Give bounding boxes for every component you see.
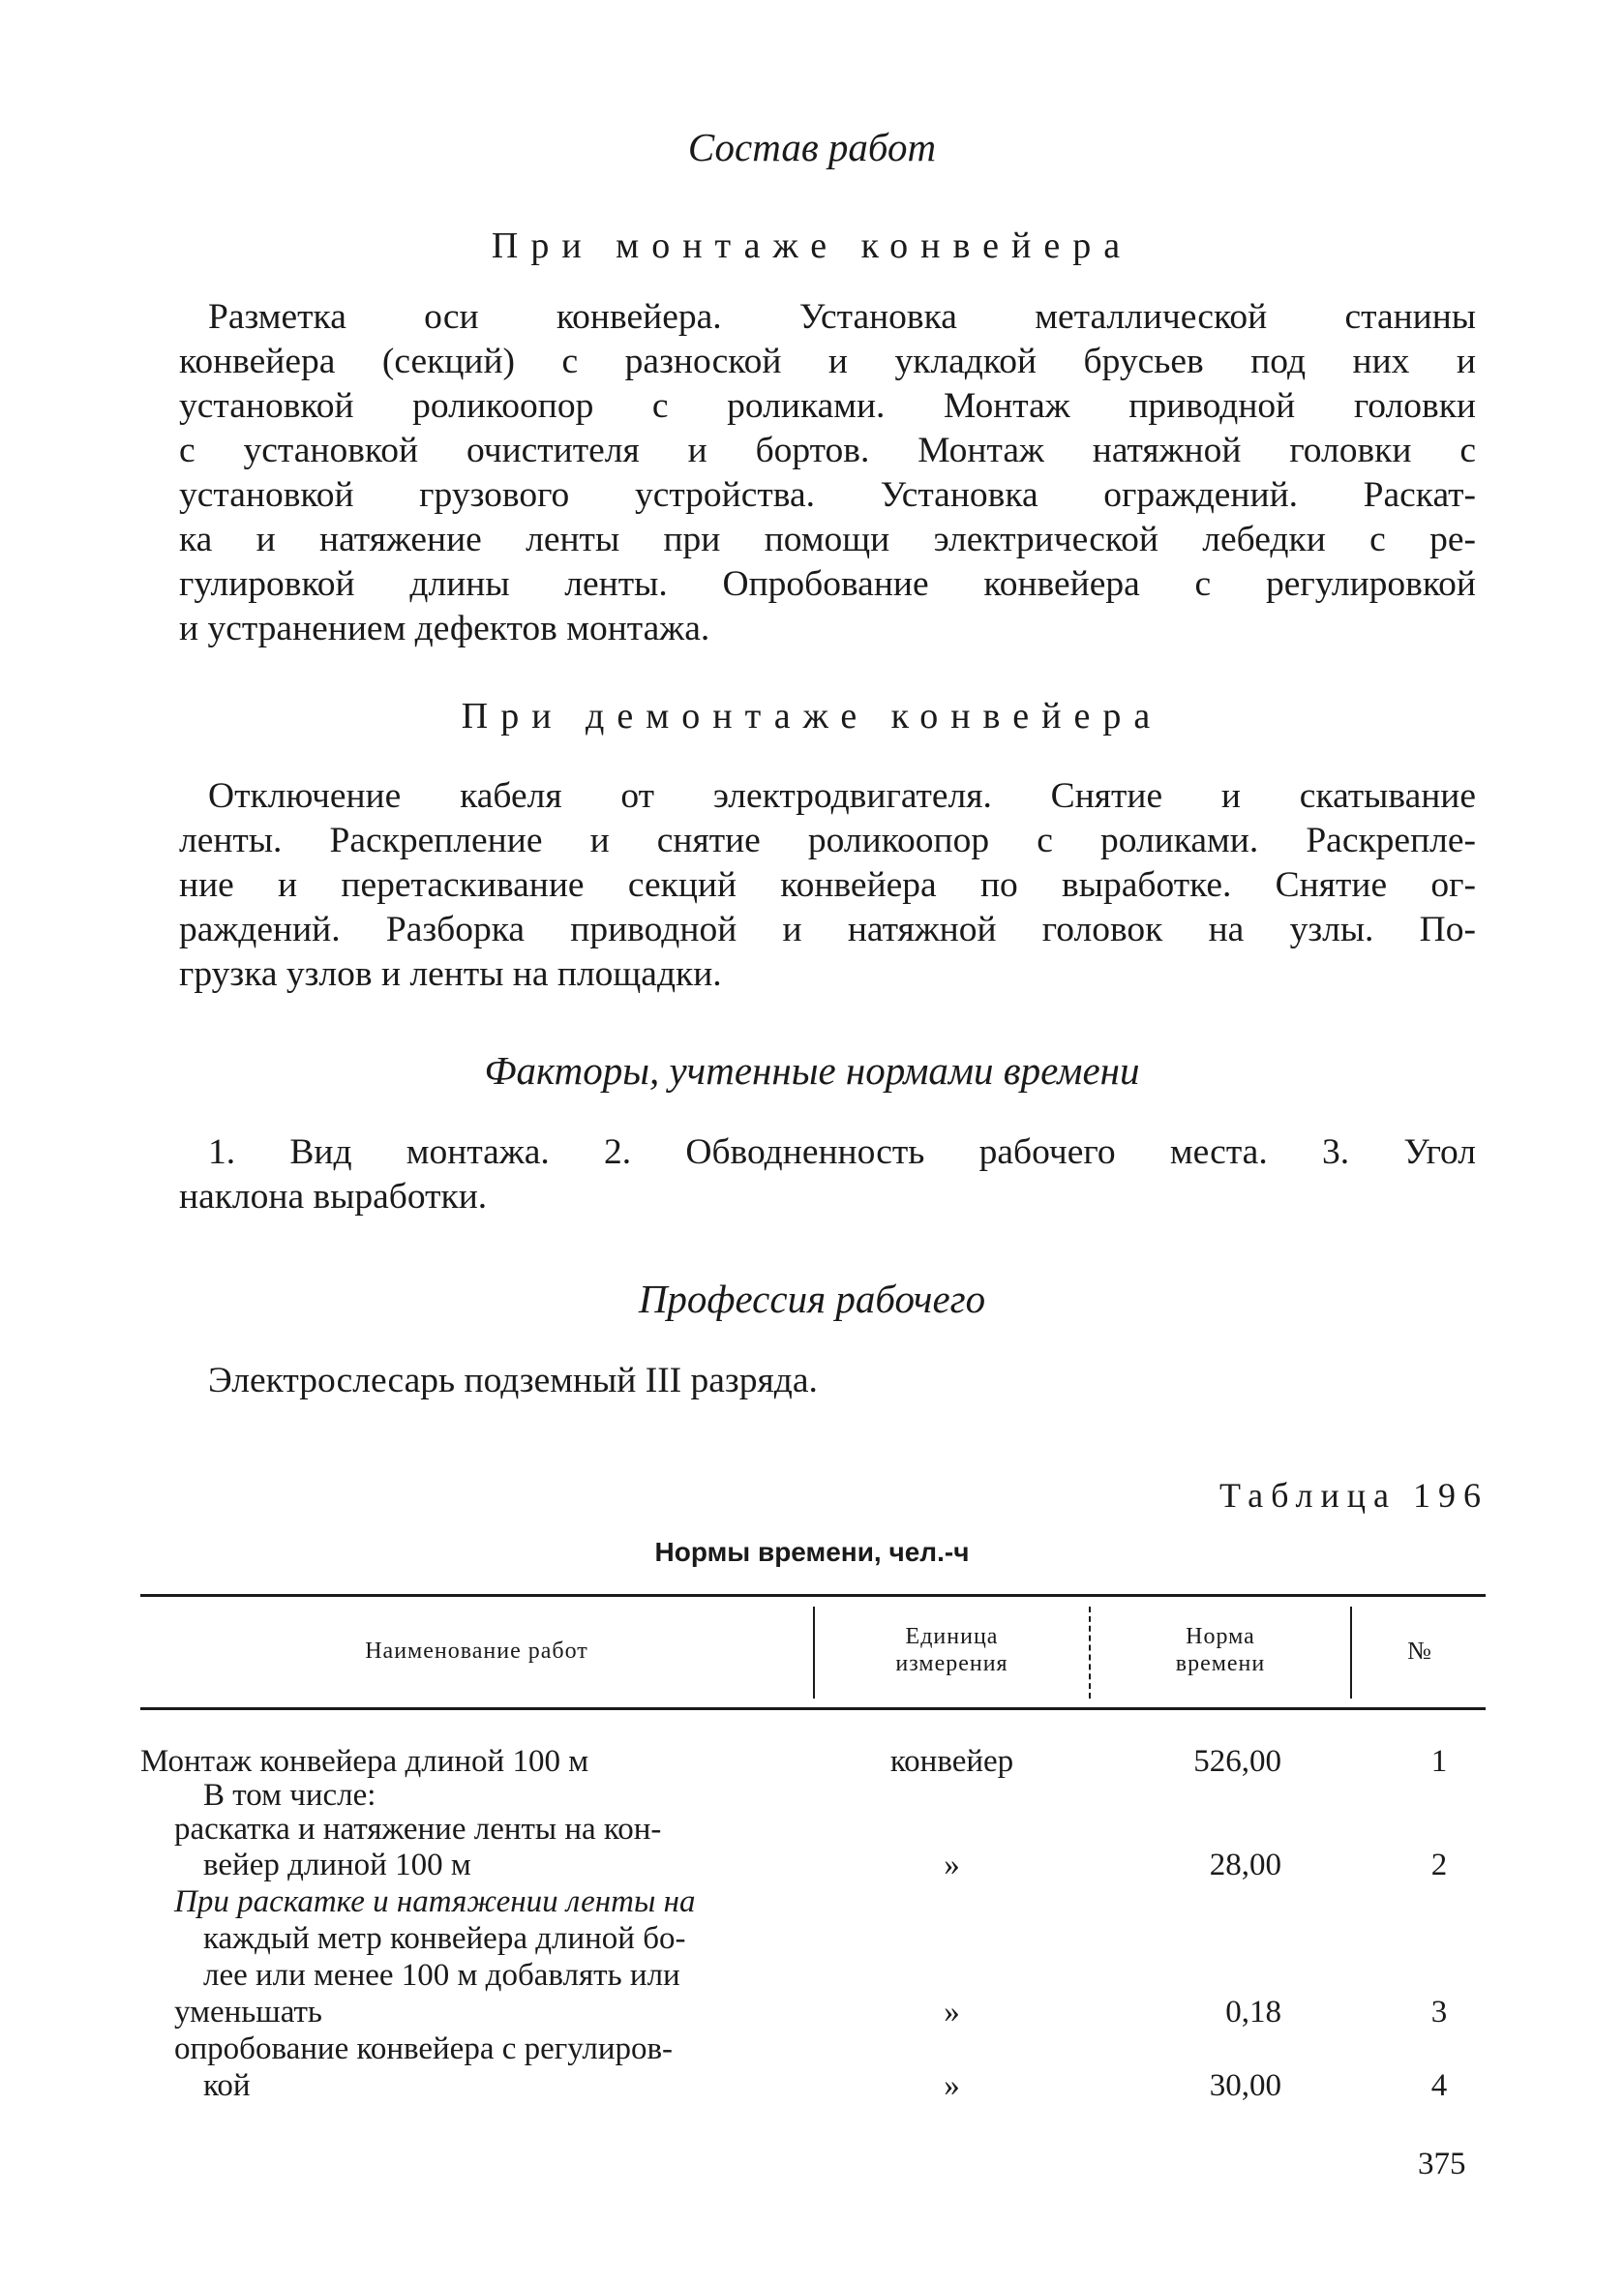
mounting-line: и устранением дефектов монтажа. xyxy=(179,609,710,648)
dismounting-paragraph xyxy=(179,774,1476,997)
table-title: Нормы времени, чел.-ч xyxy=(654,1537,970,1567)
column-header-number: № xyxy=(1407,1637,1432,1665)
table-row-name: Монтаж конвейера длиной 100 м xyxy=(140,1744,589,1779)
table-header-rule xyxy=(140,1707,1486,1710)
table-row-norm: 0,18 xyxy=(1225,1995,1281,2030)
table-row-name-line: уменьшать xyxy=(174,1995,322,2030)
mounting-line: ка и натяжение ленты при помощи электрической лебедки с ре- xyxy=(179,520,1476,559)
column-header-unit-line: измерения xyxy=(895,1651,1008,1676)
mounting-line: установкой роликоопор с роликами. Монтаж приводной головки xyxy=(179,386,1476,426)
table-row-name-line: каждый метр конвейера длиной бо- xyxy=(203,1921,686,1956)
column-header-unit-line: Единица xyxy=(905,1624,999,1649)
table-row-number: 2 xyxy=(1430,1848,1448,1882)
table-row-unit: конвейер xyxy=(889,1744,1014,1779)
profession-text: Электрослесарь подземный III разряда. xyxy=(208,1361,818,1400)
table-row-unit: » xyxy=(944,2068,960,2103)
table-row-norm: 526,00 xyxy=(1193,1744,1281,1779)
table-row-name-line: раскатка и натяжение ленты на кон- xyxy=(174,1812,662,1847)
table-top-rule xyxy=(140,1594,1486,1597)
table-subheading: В том числе: xyxy=(203,1778,376,1813)
profession-heading: Профессия рабочего xyxy=(638,1277,986,1321)
column-header-norm xyxy=(1091,1623,1350,1677)
dismounting-line: раждений. Разборка приводной и натяжной головок на узлы. По- xyxy=(179,910,1476,949)
table-caption: Таблица 196 xyxy=(1219,1476,1489,1515)
table-row-name-line: При раскатке и натяжении ленты на xyxy=(174,1884,696,1919)
factors-paragraph xyxy=(179,1130,1476,1219)
mounting-line: Разметка оси конвейера. Установка металлической станины xyxy=(208,297,1476,337)
dismounting-line: Отключение кабеля от электродвигателя. Снятие и скатывание xyxy=(208,776,1476,816)
table-row-name-line: кой xyxy=(203,2068,251,2103)
page-number: 375 xyxy=(1418,2147,1466,2181)
factors-line: 1. Вид монтажа. 2. Обводненность рабочего места. 3. Угол xyxy=(208,1132,1476,1172)
dismounting-heading: При демонтаже конвейера xyxy=(461,696,1163,737)
table-row-unit: » xyxy=(944,1995,960,2030)
mounting-line: с установкой очистителя и бортов. Монтаж натяжной головки с xyxy=(179,431,1476,470)
mounting-line: установкой грузового устройства. Установка ограждений. Раскат- xyxy=(179,475,1476,515)
table-row-unit: » xyxy=(944,1848,960,1882)
mounting-line: гулировкой длины ленты. Опробование конвейера с регулировкой xyxy=(179,564,1476,604)
table-row-norm: 28,00 xyxy=(1209,1848,1281,1882)
factors-heading: Факторы, учтенные нормами времени xyxy=(484,1048,1140,1093)
table-row-name-line: опробование конвейера с регулиров- xyxy=(174,2031,674,2066)
table-row-name-line: вейер длиной 100 м xyxy=(203,1848,471,1882)
table-row-name-line: лее или менее 100 м добавлять или xyxy=(203,1958,680,1993)
factors-line: наклона выработки. xyxy=(179,1177,488,1217)
dismounting-line: ленты. Раскрепление и снятие роликоопор с роликами. Раскрепле- xyxy=(179,821,1476,860)
dismounting-line: грузка узлов и ленты на площадки. xyxy=(179,954,722,994)
mounting-paragraph xyxy=(179,295,1476,651)
table-row-number: 4 xyxy=(1430,2068,1448,2103)
mounting-heading: При монтаже конвейера xyxy=(491,226,1133,266)
table-row-number: 3 xyxy=(1430,1995,1448,2030)
composition-heading: Состав работ xyxy=(687,125,937,169)
column-header-norm-line: времени xyxy=(1175,1651,1266,1676)
dismounting-line: ние и перетаскивание секций конвейера по выработке. Снятие ог- xyxy=(179,865,1476,905)
column-header-unit xyxy=(815,1623,1089,1677)
table-row-norm: 30,00 xyxy=(1209,2068,1281,2103)
mounting-line: конвейера (секций) с разноской и укладкой брусьев под них и xyxy=(179,342,1476,381)
table-row-number: 1 xyxy=(1430,1744,1448,1779)
column-header-norm-line: Норма xyxy=(1186,1624,1255,1649)
column-header-name: Наименование работ xyxy=(365,1639,588,1664)
